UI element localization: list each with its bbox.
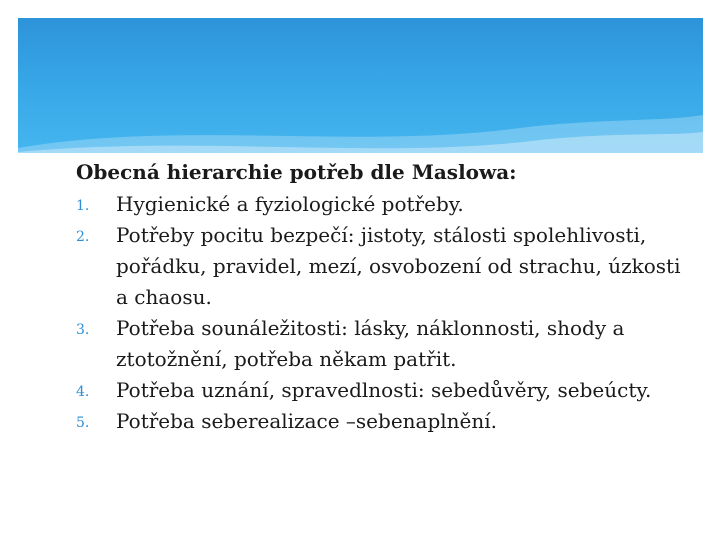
list-item [76,375,696,406]
list-item-text: Potřeby pocitu bezpečí: jistoty, stálosti spolehlivosti, pořádku, pravidel, mezí, osvobození od strachu, úzkosti a chaosu. [116,223,681,309]
list-number: 3. [76,322,90,338]
slide-content [76,155,696,437]
list-item-text: Potřeba uznání, spravedlnosti: sebedůvěry, sebeúcty. [116,378,652,402]
list-item [76,189,696,220]
slide-heading: Obecná hierarchie potřeb dle Maslowa: [76,160,517,184]
list-item-text: Hygienické a fyziologické potřeby. [116,192,464,216]
list-item [76,406,696,437]
list-number: 4. [76,384,90,400]
list-number: 1. [76,198,90,214]
list-item [76,313,696,375]
list-number: 5. [76,415,90,431]
needs-list [76,189,696,437]
list-item-text: Potřeba seberealizace –sebenaplnění. [116,409,498,433]
list-item-text: Potřeba sounáležitosti: lásky, náklonnosti, shody a ztotožnění, potřeba někam patřit. [116,316,625,371]
list-item [76,220,696,313]
list-number: 2. [76,229,90,245]
